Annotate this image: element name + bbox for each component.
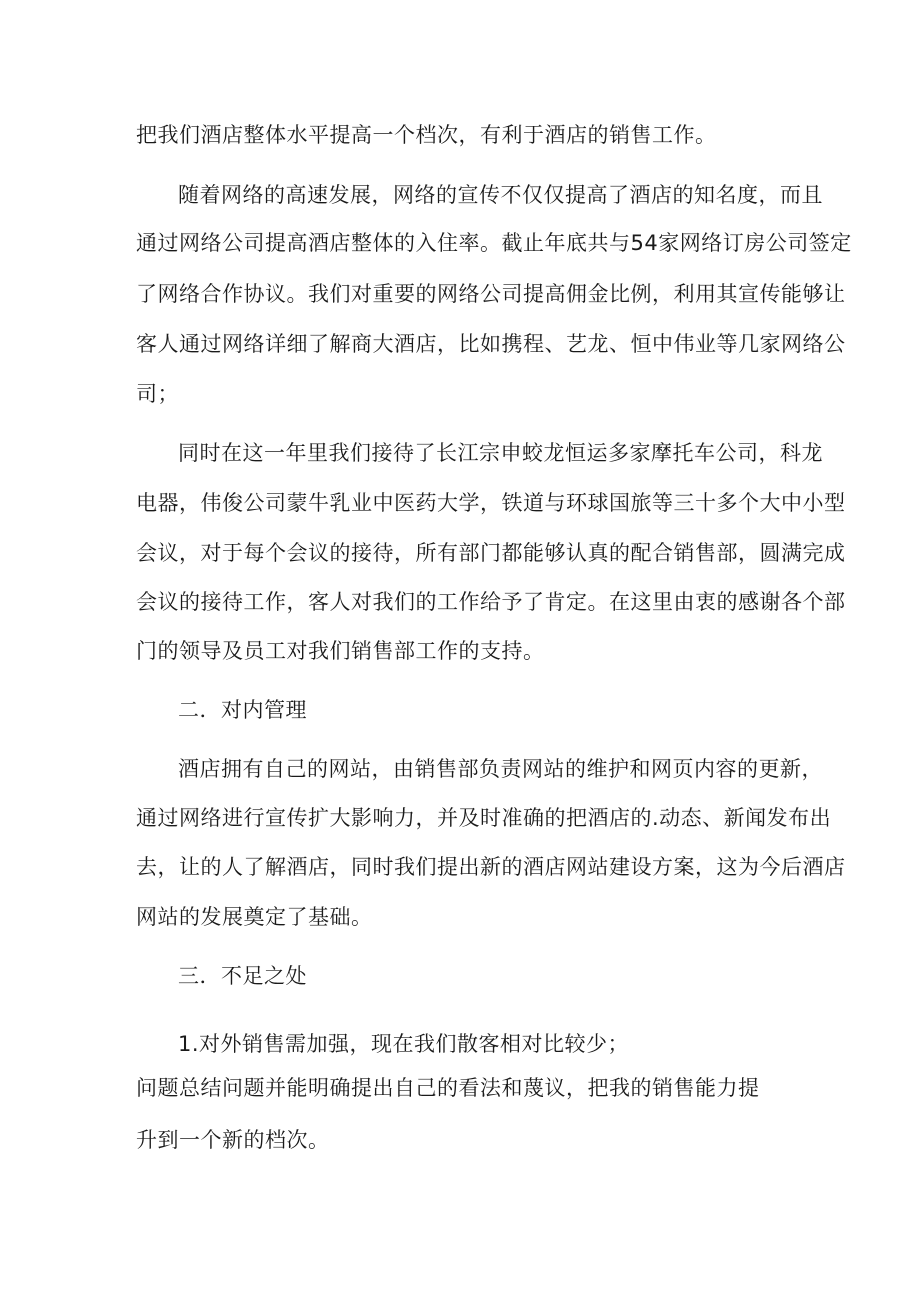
paragraph-line: 会议的接待工作，客人对我们的工作给予了肯定。在这里由衷的感谢各个部 [136, 590, 846, 614]
paragraph-line: 问题总结问题并能明确提出自己的看法和蔑议，把我的销售能力提 [136, 1076, 760, 1100]
paragraph-line: 去，让的人了解酒店，同时我们提出新的酒店网站建设方案，这为今后酒店 [136, 855, 846, 879]
section-heading: 三．不足之处 [178, 964, 307, 988]
paragraph-line: 会议，对于每个会议的接待，所有部门都能够认真的配合销售部，圆满完成 [136, 541, 846, 565]
paragraph-line: 升到一个新的档次。 [136, 1128, 330, 1152]
paragraph-line: 客人通过网络详细了解商大酒店，比如携程、艺龙、恒中伟业等几家网络公 [136, 332, 846, 356]
paragraph-line: 了网络合作协议。我们对重要的网络公司提高佣金比例，利用其宣传能够让 [136, 282, 846, 306]
section-heading: 二．对内管理 [178, 698, 307, 722]
paragraph-line: 网站的发展奠定了基础。 [136, 905, 373, 929]
paragraph-line: 通过网络公司提高酒店整体的入住率。截止年底共与54家网络订房公司签定 [136, 231, 852, 255]
paragraph-line: 司； [136, 382, 179, 406]
paragraph-line: 同时在这一年里我们接待了长江宗申蛟龙恒运多家摩托车公司，科龙 [178, 441, 823, 465]
paragraph-line: 门的领导及员工对我们销售部工作的支持。 [136, 639, 545, 663]
paragraph-line: 酒店拥有自己的网站，由销售部负责网站的维护和网页内容的更新， [178, 757, 823, 781]
list-item: 1.对外销售需加强，现在我们散客相对比较少； [178, 1032, 630, 1056]
paragraph-line: 电器，伟俊公司蒙牛乳业中医药大学，铁道与环球国旅等三十多个大中小型 [136, 491, 846, 515]
paragraph-line: 把我们酒店整体水平提高一个档次，有利于酒店的销售工作。 [136, 123, 717, 147]
paragraph-line: 随着网络的高速发展，网络的宣传不仅仅提高了酒店的知名度，而且 [178, 183, 823, 207]
paragraph-line: 通过网络进行宣传扩大影响力，并及时准确的把酒店的.动态、新闻发布出 [136, 806, 832, 830]
